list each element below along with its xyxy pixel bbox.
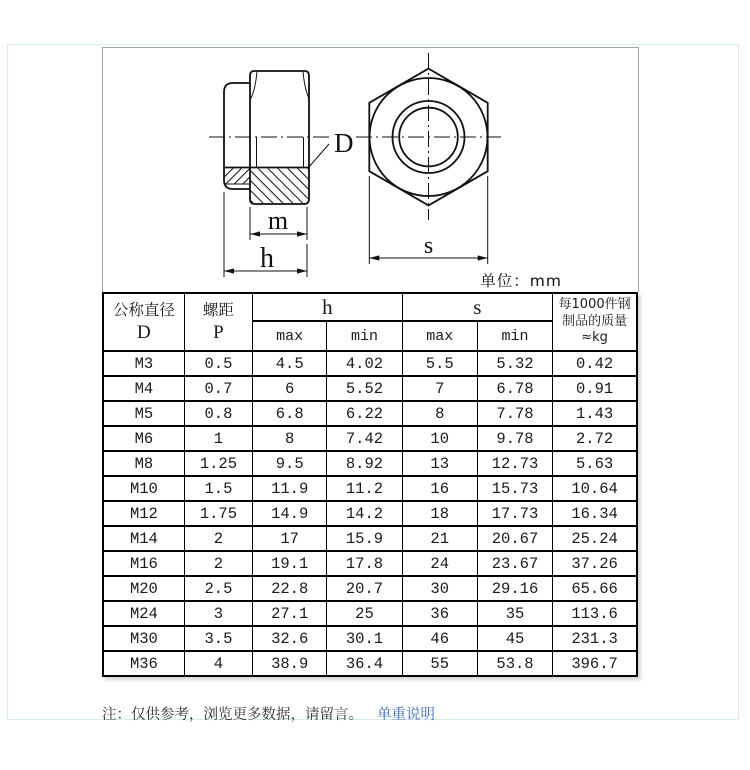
value-cell: 27.1 bbox=[253, 601, 327, 626]
size-cell: M10 bbox=[103, 476, 184, 501]
technical-drawing-panel bbox=[102, 47, 639, 292]
value-cell: 8.92 bbox=[327, 451, 402, 476]
value-cell: 2.5 bbox=[184, 576, 252, 601]
value-cell: 7 bbox=[402, 376, 477, 401]
size-cell: M6 bbox=[103, 426, 184, 451]
value-cell: 11.2 bbox=[327, 476, 402, 501]
value-cell: 36 bbox=[402, 601, 477, 626]
value-cell: 32.6 bbox=[253, 626, 327, 651]
value-cell: 46 bbox=[402, 626, 477, 651]
value-cell: 2 bbox=[184, 551, 252, 576]
value-cell: 24 bbox=[402, 551, 477, 576]
dim-label-s: s bbox=[423, 233, 434, 259]
value-cell: 17 bbox=[253, 526, 327, 551]
weight-info-link[interactable]: 单重说明 bbox=[377, 707, 435, 723]
size-cell: M20 bbox=[103, 576, 184, 601]
subheader-h-max: max bbox=[253, 321, 327, 351]
table-row bbox=[103, 526, 637, 551]
value-cell: 55 bbox=[402, 651, 477, 676]
value-cell: 65.66 bbox=[553, 576, 637, 601]
size-cell: M3 bbox=[103, 351, 184, 376]
col-header-weight: 每1000件钢 制品的质量 ≈kg bbox=[553, 293, 637, 351]
value-cell: 7.78 bbox=[477, 401, 552, 426]
value-cell: 45 bbox=[477, 626, 552, 651]
value-cell: 23.67 bbox=[477, 551, 552, 576]
value-cell: 15.73 bbox=[477, 476, 552, 501]
value-cell: 20.67 bbox=[477, 526, 552, 551]
value-cell: 12.73 bbox=[477, 451, 552, 476]
size-cell: M30 bbox=[103, 626, 184, 651]
value-cell: 0.8 bbox=[184, 401, 252, 426]
value-cell: 4.5 bbox=[253, 351, 327, 376]
value-cell: 5.32 bbox=[477, 351, 552, 376]
value-cell: 6.78 bbox=[477, 376, 552, 401]
value-cell: 5.52 bbox=[327, 376, 402, 401]
lock-nut-drawing bbox=[103, 48, 640, 293]
table-row bbox=[103, 426, 637, 451]
value-cell: 3 bbox=[184, 601, 252, 626]
size-cell: M24 bbox=[103, 601, 184, 626]
table-row bbox=[103, 651, 637, 676]
value-cell: 17.8 bbox=[327, 551, 402, 576]
size-cell: M4 bbox=[103, 376, 184, 401]
value-cell: 35 bbox=[477, 601, 552, 626]
value-cell: 22.8 bbox=[253, 576, 327, 601]
size-cell: M8 bbox=[103, 451, 184, 476]
col-header-h: h bbox=[253, 293, 403, 321]
value-cell: 9.5 bbox=[253, 451, 327, 476]
value-cell: 0.42 bbox=[553, 351, 637, 376]
table-row bbox=[103, 576, 637, 601]
col-header-pitch: 螺距 P bbox=[184, 293, 252, 351]
value-cell: 25.24 bbox=[553, 526, 637, 551]
size-cell: M16 bbox=[103, 551, 184, 576]
subheader-s-min: min bbox=[477, 321, 552, 351]
value-cell: 21 bbox=[402, 526, 477, 551]
value-cell: 8 bbox=[402, 401, 477, 426]
table-row bbox=[103, 601, 637, 626]
value-cell: 396.7 bbox=[553, 651, 637, 676]
value-cell: 2.72 bbox=[553, 426, 637, 451]
value-cell: 17.73 bbox=[477, 501, 552, 526]
value-cell: 36.4 bbox=[327, 651, 402, 676]
table-row bbox=[103, 451, 637, 476]
table-row bbox=[103, 401, 637, 426]
size-cell: M5 bbox=[103, 401, 184, 426]
subheader-h-min: min bbox=[327, 321, 402, 351]
value-cell: 2 bbox=[184, 526, 252, 551]
col-header-diameter: 公称直径 D bbox=[103, 293, 184, 351]
dim-label-m: m bbox=[267, 206, 289, 235]
value-cell: 6 bbox=[253, 376, 327, 401]
section-view bbox=[209, 71, 361, 277]
value-cell: 10.64 bbox=[553, 476, 637, 501]
value-cell: 37.26 bbox=[553, 551, 637, 576]
value-cell: 5.63 bbox=[553, 451, 637, 476]
value-cell: 1 bbox=[184, 426, 252, 451]
table-row bbox=[103, 626, 637, 651]
value-cell: 53.8 bbox=[477, 651, 552, 676]
value-cell: 0.91 bbox=[553, 376, 637, 401]
value-cell: 14.2 bbox=[327, 501, 402, 526]
value-cell: 15.9 bbox=[327, 526, 402, 551]
value-cell: 4.02 bbox=[327, 351, 402, 376]
value-cell: 14.9 bbox=[253, 501, 327, 526]
value-cell: 5.5 bbox=[402, 351, 477, 376]
subheader-s-max: max bbox=[402, 321, 477, 351]
col-header-s: s bbox=[402, 293, 553, 321]
value-cell: 30 bbox=[402, 576, 477, 601]
value-cell: 1.43 bbox=[553, 401, 637, 426]
front-view bbox=[356, 53, 501, 264]
value-cell: 113.6 bbox=[553, 601, 637, 626]
value-cell: 6.8 bbox=[253, 401, 327, 426]
dim-label-h: h bbox=[260, 243, 274, 274]
value-cell: 13 bbox=[402, 451, 477, 476]
value-cell: 25 bbox=[327, 601, 402, 626]
value-cell: 16.34 bbox=[553, 501, 637, 526]
value-cell: 38.9 bbox=[253, 651, 327, 676]
value-cell: 231.3 bbox=[553, 626, 637, 651]
table-row bbox=[103, 376, 637, 401]
spec-table bbox=[102, 292, 638, 677]
size-cell: M12 bbox=[103, 501, 184, 526]
value-cell: 1.75 bbox=[184, 501, 252, 526]
value-cell: 0.7 bbox=[184, 376, 252, 401]
spec-table-header bbox=[103, 293, 637, 351]
value-cell: 8 bbox=[253, 426, 327, 451]
value-cell: 6.22 bbox=[327, 401, 402, 426]
table-row bbox=[103, 476, 637, 501]
table-row bbox=[103, 351, 637, 376]
unit-note: 单位：mm bbox=[480, 272, 562, 290]
value-cell: 7.42 bbox=[327, 426, 402, 451]
value-cell: 16 bbox=[402, 476, 477, 501]
value-cell: 29.16 bbox=[477, 576, 552, 601]
size-cell: M14 bbox=[103, 526, 184, 551]
table-row bbox=[103, 551, 637, 576]
dim-label-D: D bbox=[334, 128, 354, 158]
value-cell: 18 bbox=[402, 501, 477, 526]
value-cell: 1.5 bbox=[184, 476, 252, 501]
footer-note bbox=[102, 703, 435, 724]
value-cell: 20.7 bbox=[327, 576, 402, 601]
value-cell: 19.1 bbox=[253, 551, 327, 576]
value-cell: 0.5 bbox=[184, 351, 252, 376]
value-cell: 9.78 bbox=[477, 426, 552, 451]
spec-table-body bbox=[103, 351, 637, 676]
footer-note-text: 注：仅供参考，浏览更多数据，请留言。 bbox=[102, 707, 363, 723]
value-cell: 30.1 bbox=[327, 626, 402, 651]
value-cell: 1.25 bbox=[184, 451, 252, 476]
size-cell: M36 bbox=[103, 651, 184, 676]
value-cell: 3.5 bbox=[184, 626, 252, 651]
table-row bbox=[103, 501, 637, 526]
value-cell: 11.9 bbox=[253, 476, 327, 501]
value-cell: 10 bbox=[402, 426, 477, 451]
value-cell: 4 bbox=[184, 651, 252, 676]
